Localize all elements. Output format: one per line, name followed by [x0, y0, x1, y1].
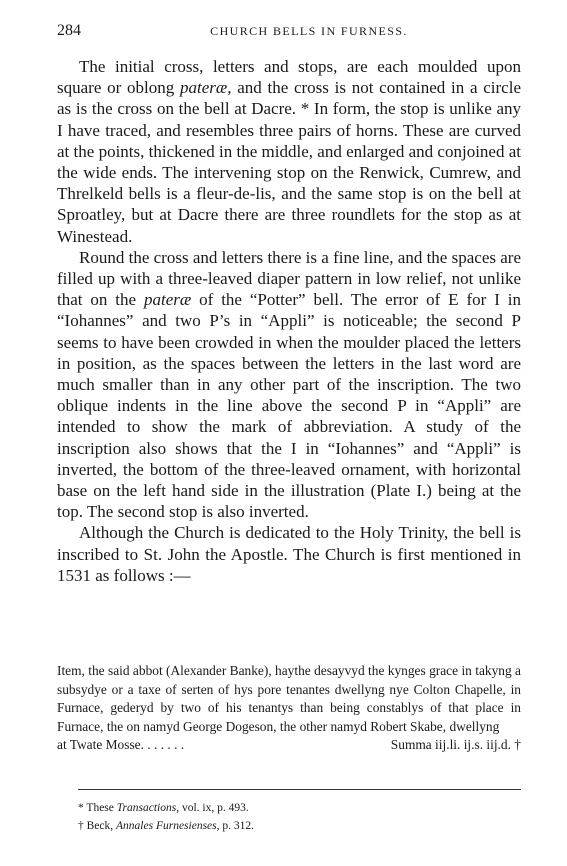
paragraph-3: Although the Church is dedicated to the Holy Trinity, the bell is inscribed to St. John the Apostle. The Church is first mentioned in 1531 as follows :—	[57, 523, 521, 585]
quote-last-right: Summa iij.li. ij.s. iij.d. †	[390, 737, 521, 753]
paragraph-1: The initial cross, letters and stops, are each moulded upon square or oblong pateræ, and the cross is not contained in a circle as is the cross on the bell at Dacre. * In form, the stop is unlike any I have traced, and resembles three pairs of horns. These are curved at the points, thickened in the middle, and enlarged and conjoined at the wide ends. The intervening stop on the Renwick, Cumrew, and Threlkeld bells is a fleur-de-lis, and the same stop is on the bell at Sproatley, but at Dacre there are three roundlets for the stop as at Winestead.	[57, 57, 521, 246]
quote-text: Item, the said abbot (Alexander Banke), haythe desayvyd the kynges grace in takyng a subsydye or a taxe of serten of hys pore tenantes dwellyng nye Colton Chapelle, in Furnace, gederyd by two of his tenantys than being constablys of that place in Furnace, the on namyd George Dogeson, the other namyd Robert Skabe, dwellyng	[57, 663, 521, 734]
footnote-1: * These Transactions, vol. ix, p. 493.	[78, 802, 249, 814]
running-title: CHURCH BELLS IN FURNESS.	[210, 24, 408, 38]
footnote-rule	[78, 789, 521, 790]
body-text	[57, 56, 521, 586]
block-quote	[57, 662, 521, 755]
page-header	[57, 22, 521, 44]
quote-last-line	[57, 736, 521, 755]
footnote-2: † Beck, Annales Furnesienses, p. 312.	[78, 819, 254, 832]
page-number: 284	[57, 22, 81, 39]
footnotes	[78, 800, 521, 835]
paragraph-2: Round the cross and letters there is a fine line, and the spaces are filled up with a three-leaved diaper pattern in low relief, not unlike that on the pateræ of the “Potter” bell. The error of E for I in “Iohannes” and two P’s in “Appli” is noticeable; the second P seems to have been crowded in when the moulder placed the letters in position, as the spaces between the letters in the last word are much smaller than in any other part of the inscription. The two oblique indents in the line above the second P in “Appli” are intended to show the mark of abbreviation. A study of the inscription also shows that the I in “Iohannes” and “Appli” is inverted, the bottom of the three-leaved ornament, with horizontal base on the left hand side in the illustration (Plate I.) being at the top. The second stop is also inverted.	[57, 247, 522, 522]
quote-last-left: at Twate Mosse. . . . . . .	[57, 737, 185, 753]
